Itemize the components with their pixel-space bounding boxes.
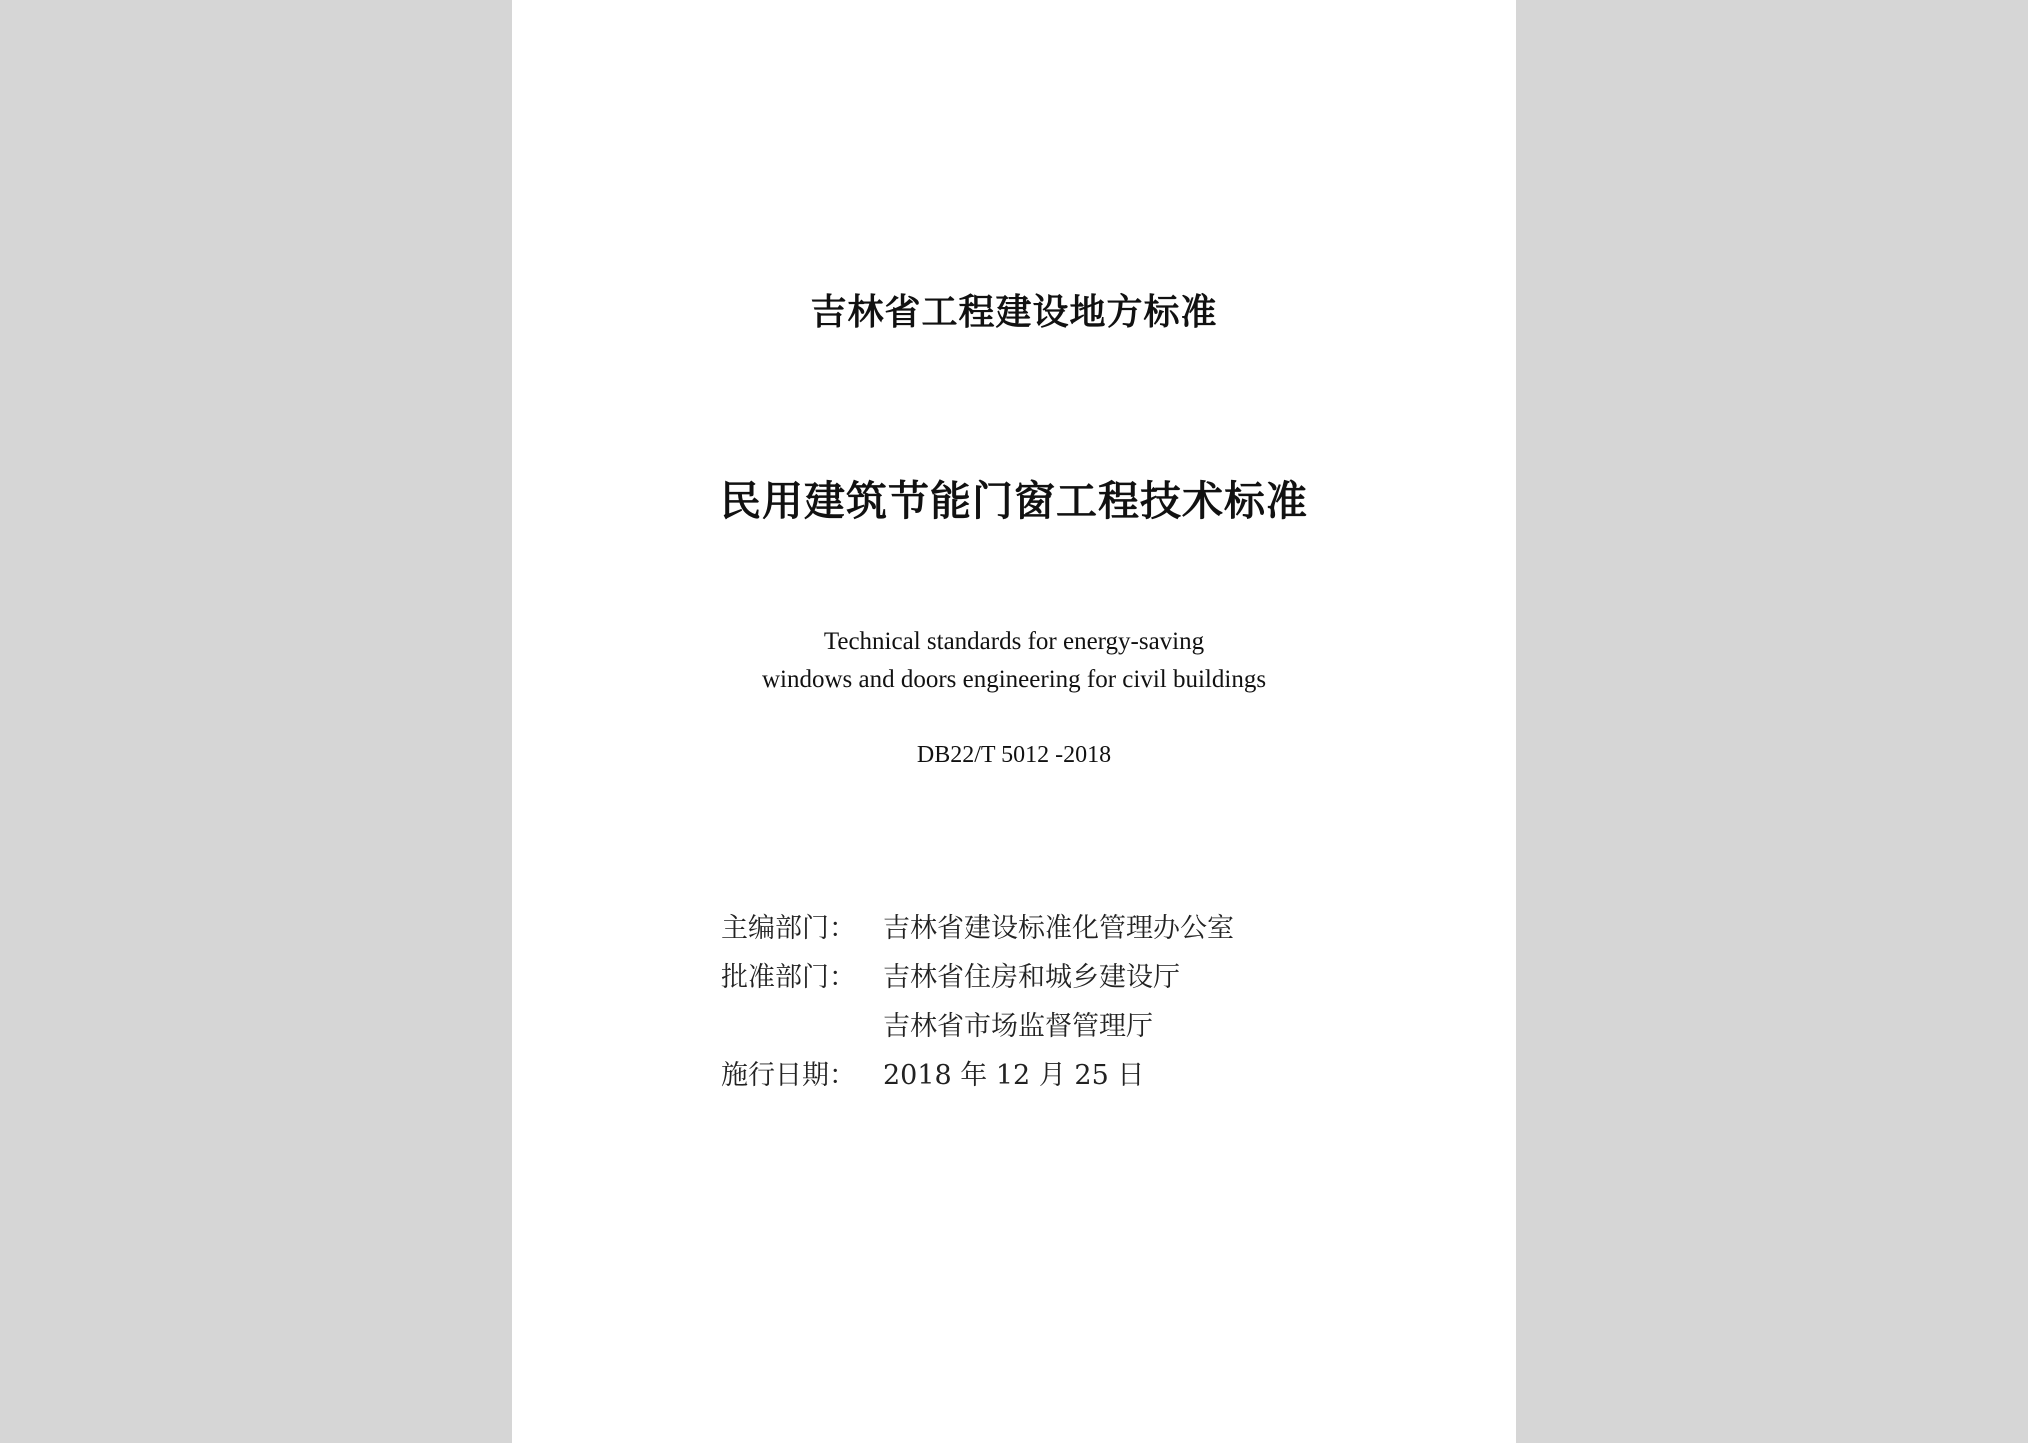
standard-code: DB22/T 5012 -2018 — [916, 742, 1112, 768]
standard-class-heading: 吉林省工程建设地方标准 — [810, 292, 1218, 333]
document-title-english-line-1: Technical standards for energy-saving — [823, 628, 1205, 655]
effective-date-value: 2018 年 12 月 25 日 — [883, 1060, 1145, 1091]
document-title-english-line-2: windows and doors engineering for civil buildings — [761, 666, 1267, 693]
editor-label: 主编部门： — [721, 913, 856, 944]
editor-value: 吉林省建设标准化管理办公室 — [883, 913, 1234, 944]
approver-value-1: 吉林省住房和城乡建设厅 — [883, 962, 1180, 993]
effective-date-label: 施行日期： — [721, 1060, 856, 1091]
approver-value-2: 吉林省市场监督管理厅 — [883, 1011, 1153, 1042]
document-page — [512, 0, 1516, 1443]
approver-label: 批准部门： — [721, 962, 856, 993]
document-title-chinese: 民用建筑节能门窗工程技术标准 — [720, 477, 1308, 525]
